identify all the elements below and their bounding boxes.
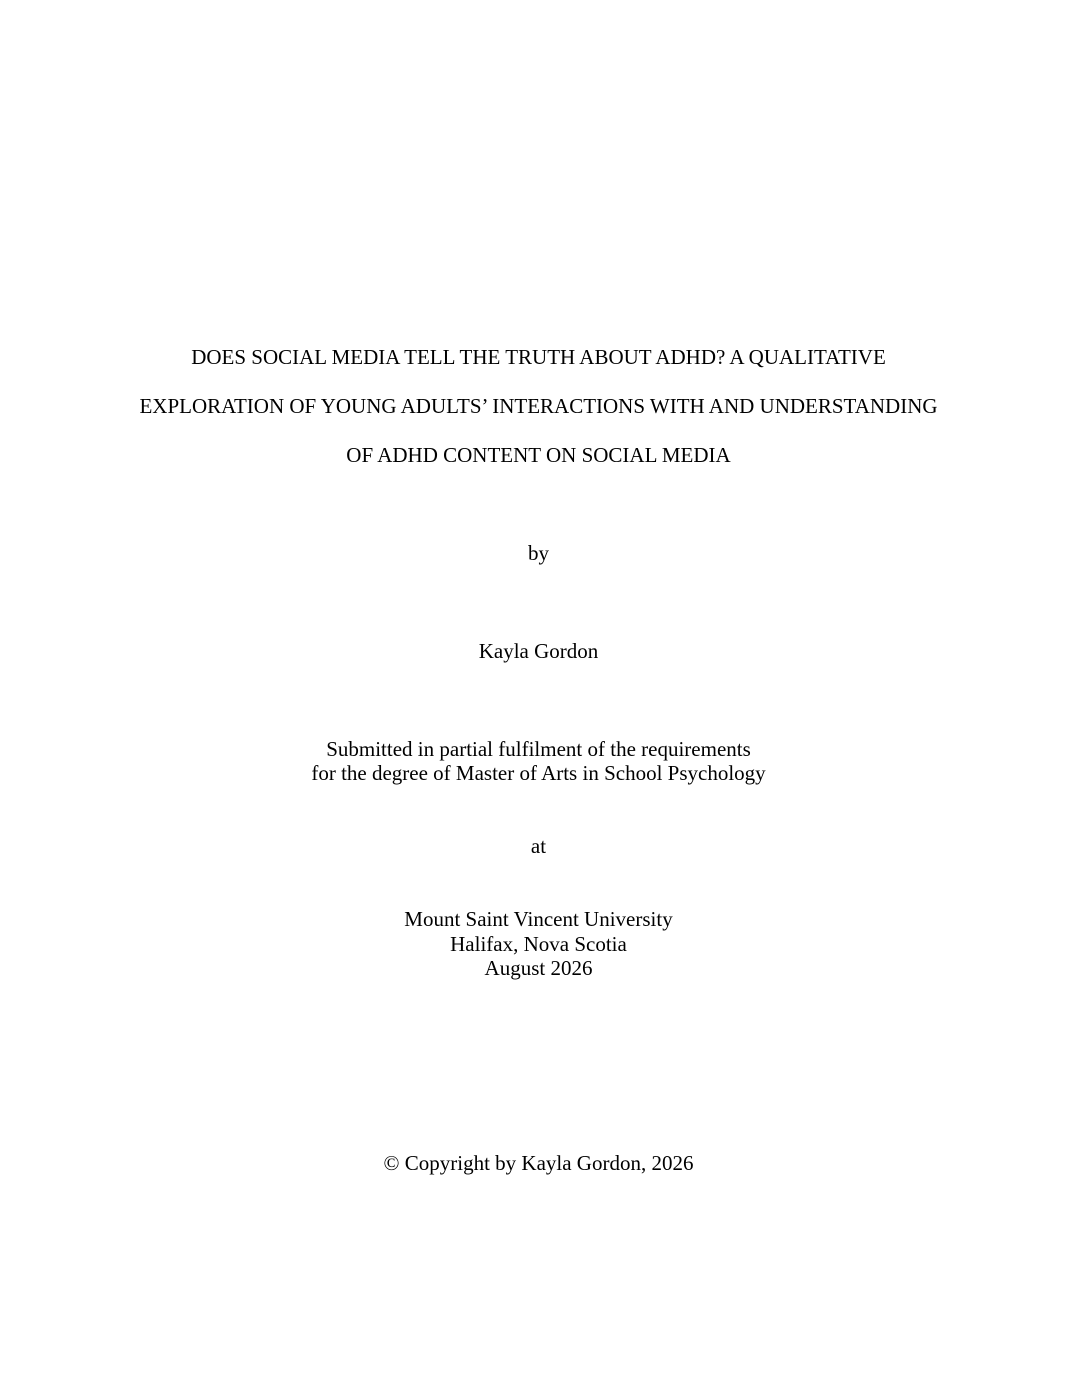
submission-statement-line-1: Submitted in partial fulfilment of the requirements [326, 737, 751, 761]
submission-statement-line-2: for the degree of Master of Arts in School Psychology [311, 761, 766, 785]
at-label: at [530, 834, 547, 858]
thesis-title-line-1: DOES SOCIAL MEDIA TELL THE TRUTH ABOUT ADHD? A QUALITATIVE [191, 345, 886, 369]
thesis-title-line-2: EXPLORATION OF YOUNG ADULTS’ INTERACTIONS WITH AND UNDERSTANDING [139, 394, 938, 418]
thesis-title-line-3: OF ADHD CONTENT ON SOCIAL MEDIA [346, 443, 731, 467]
submission-date: August 2026 [484, 956, 593, 980]
by-label: by [528, 541, 549, 565]
copyright-notice: © Copyright by Kayla Gordon, 2026 [383, 1151, 694, 1175]
institution-name: Mount Saint Vincent University [404, 907, 673, 931]
author-name: Kayla Gordon [478, 639, 599, 663]
institution-location: Halifax, Nova Scotia [450, 932, 627, 956]
